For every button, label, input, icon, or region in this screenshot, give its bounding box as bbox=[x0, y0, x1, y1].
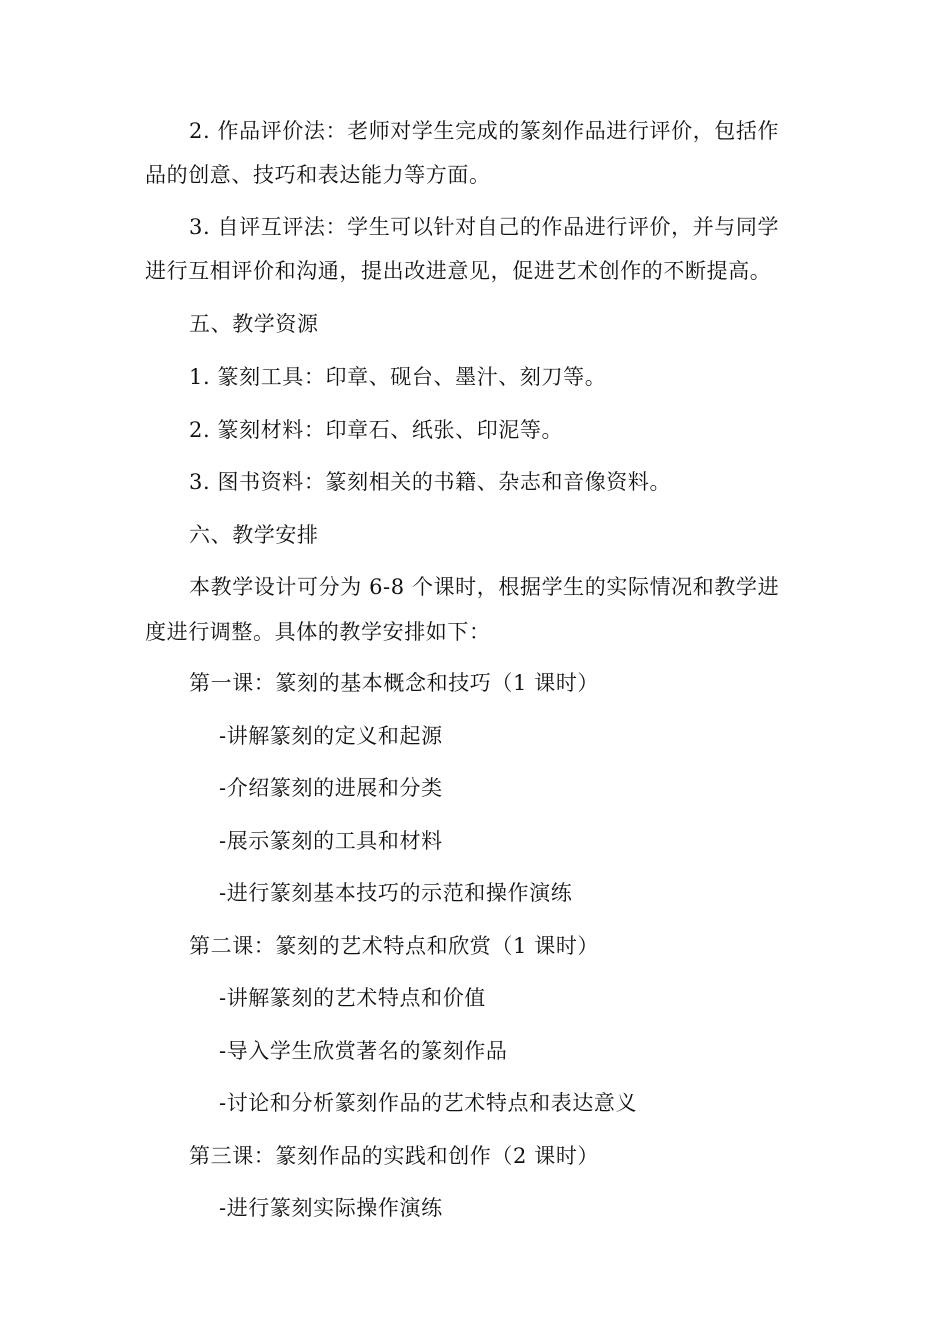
section-heading-resources: 五、教学资源 bbox=[189, 312, 319, 336]
lesson-1-item: -进行篆刻基本技巧的示范和操作演练 bbox=[219, 881, 573, 905]
lesson-1-item: -展示篆刻的工具和材料 bbox=[219, 829, 443, 853]
schedule-intro-line-2: 度进行调整。具体的教学安排如下： bbox=[145, 620, 491, 644]
paragraph-eval-2-line-2: 品的创意、技巧和表达能力等方面。 bbox=[145, 163, 491, 187]
lesson-1-title: 第一课：篆刻的基本概念和技巧（1 课时） bbox=[189, 671, 600, 695]
lesson-1-item: -讲解篆刻的定义和起源 bbox=[219, 724, 443, 748]
paragraph-eval-3-line-2: 进行互相评价和沟通，提出改进意见，促进艺术创作的不断提高。 bbox=[145, 259, 772, 283]
resource-item-3: 3. 图书资料：篆刻相关的书籍、杂志和音像资料。 bbox=[189, 470, 672, 494]
schedule-intro-line-1: 本教学设计可分为 6-8 个课时，根据学生的实际情况和教学进 bbox=[189, 575, 780, 599]
resource-item-1: 1. 篆刻工具：印章、砚台、墨汁、刻刀等。 bbox=[189, 365, 607, 389]
lesson-1-item: -介绍篆刻的进展和分类 bbox=[219, 776, 443, 800]
lesson-2-title: 第二课：篆刻的艺术特点和欣赏（1 课时） bbox=[189, 934, 600, 958]
paragraph-eval-3-line-1: 3. 自评互评法：学生可以针对自己的作品进行评价，并与同学 bbox=[189, 215, 780, 239]
section-heading-schedule: 六、教学安排 bbox=[189, 523, 319, 547]
lesson-2-item: -讲解篆刻的艺术特点和价值 bbox=[219, 986, 486, 1010]
resource-item-2: 2. 篆刻材料：印章石、纸张、印泥等。 bbox=[189, 418, 564, 442]
lesson-2-item: -讨论和分析篆刻作品的艺术特点和表达意义 bbox=[219, 1091, 638, 1115]
paragraph-eval-2-line-1: 2. 作品评价法：老师对学生完成的篆刻作品进行评价，包括作 bbox=[189, 119, 780, 143]
lesson-2-item: -导入学生欣赏著名的篆刻作品 bbox=[219, 1039, 508, 1063]
lesson-3-item: -进行篆刻实际操作演练 bbox=[219, 1196, 443, 1220]
lesson-3-title: 第三课：篆刻作品的实践和创作（2 课时） bbox=[189, 1144, 600, 1168]
